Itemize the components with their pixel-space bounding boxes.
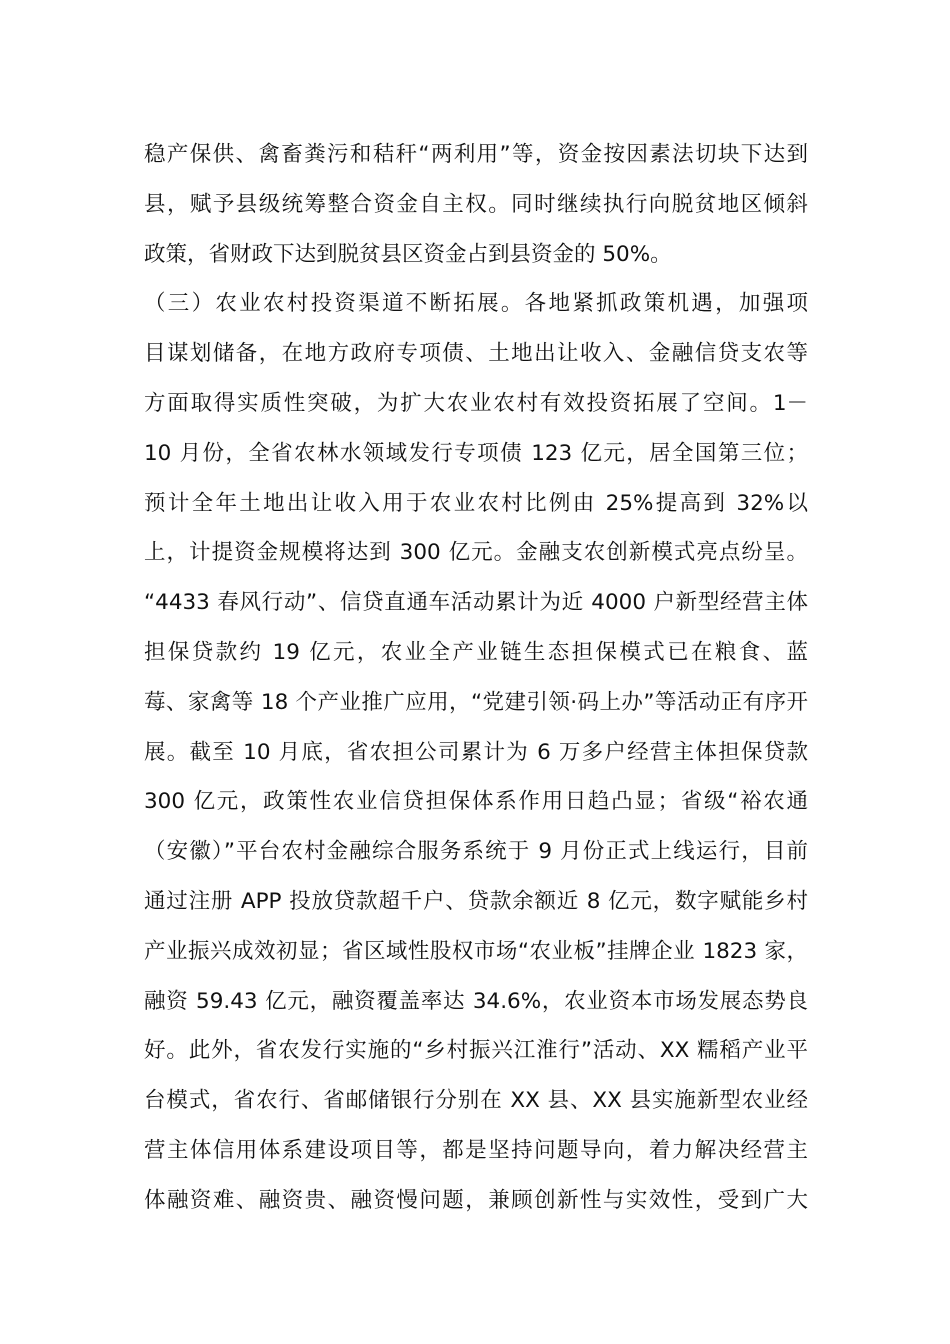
text-line: “4433 春风行动”、信贷直通车活动累计为近 4000 户新型经营主体 <box>144 590 808 616</box>
paragraph-heading-line: （三）农业农村投资渠道不断拓展。各地紧抓政策机遇，加强项 <box>144 291 808 317</box>
text-line: 稳产保供、禽畜粪污和秸秆“两利用”等，资金按因素法切块下达到 <box>144 142 808 167</box>
text-line: 预计全年土地出让收入用于农业农村比例由 25%提高到 32%以 <box>144 490 808 516</box>
text-line: 10 月份，全省农林水领域发行专项债 123 亿元，居全国第三位； <box>144 440 808 466</box>
text-line: 台模式，省农行、省邮储银行分别在 XX 县、XX 县实施新型农业经 <box>144 1088 808 1114</box>
text-line: 体融资难、融资贵、融资慢问题，兼顾创新性与实效性，受到广大 <box>144 1187 808 1213</box>
document-body <box>144 130 808 1226</box>
text-line: 融资 59.43 亿元，融资覆盖率达 34.6%，农业资本市场发展态势良 <box>144 988 808 1014</box>
text-line: 营主体信用体系建设项目等，都是坚持问题导向，着力解决经营主 <box>144 1137 808 1163</box>
text-line: 莓、家禽等 18 个产业推广应用，“党建引领·码上办”等活动正有序开 <box>144 689 808 715</box>
text-line: 展。截至 10 月底，省农担公司累计为 6 万多户经营主体担保贷款 <box>144 739 808 765</box>
text-line: 县，赋予县级统筹整合资金自主权。同时继续执行向脱贫地区倾斜 <box>144 191 808 217</box>
text-line: 目谋划储备，在地方政府专项债、土地出让收入、金融信贷支农等 <box>144 341 808 367</box>
text-line: 产业振兴成效初显；省区域性股权市场“农业板”挂牌企业 1823 家， <box>144 938 808 964</box>
text-line: 好。此外，省农发行实施的“乡村振兴江淮行”活动、XX 糯稻产业平 <box>144 1038 808 1064</box>
text-line: （安徽）”平台农村金融综合服务系统于 9 月份正式上线运行，目前 <box>144 839 808 865</box>
text-line: 政策，省财政下达到脱贫县区资金占到县资金的 50%。 <box>144 241 672 267</box>
text-line: 上，计提资金规模将达到 300 亿元。金融支农创新模式亮点纷呈。 <box>144 540 808 566</box>
text-line: 方面取得实质性突破，为扩大农业农村有效投资拓展了空间。1－ <box>144 390 808 416</box>
text-line: 通过注册 APP 投放贷款超千户、贷款余额近 8 亿元，数字赋能乡村 <box>144 888 808 914</box>
text-line: 300 亿元，政策性农业信贷担保体系作用日趋凸显；省级“裕农通 <box>144 789 808 815</box>
text-line: 担保贷款约 19 亿元，农业全产业链生态担保模式已在粮食、蓝 <box>144 639 808 665</box>
